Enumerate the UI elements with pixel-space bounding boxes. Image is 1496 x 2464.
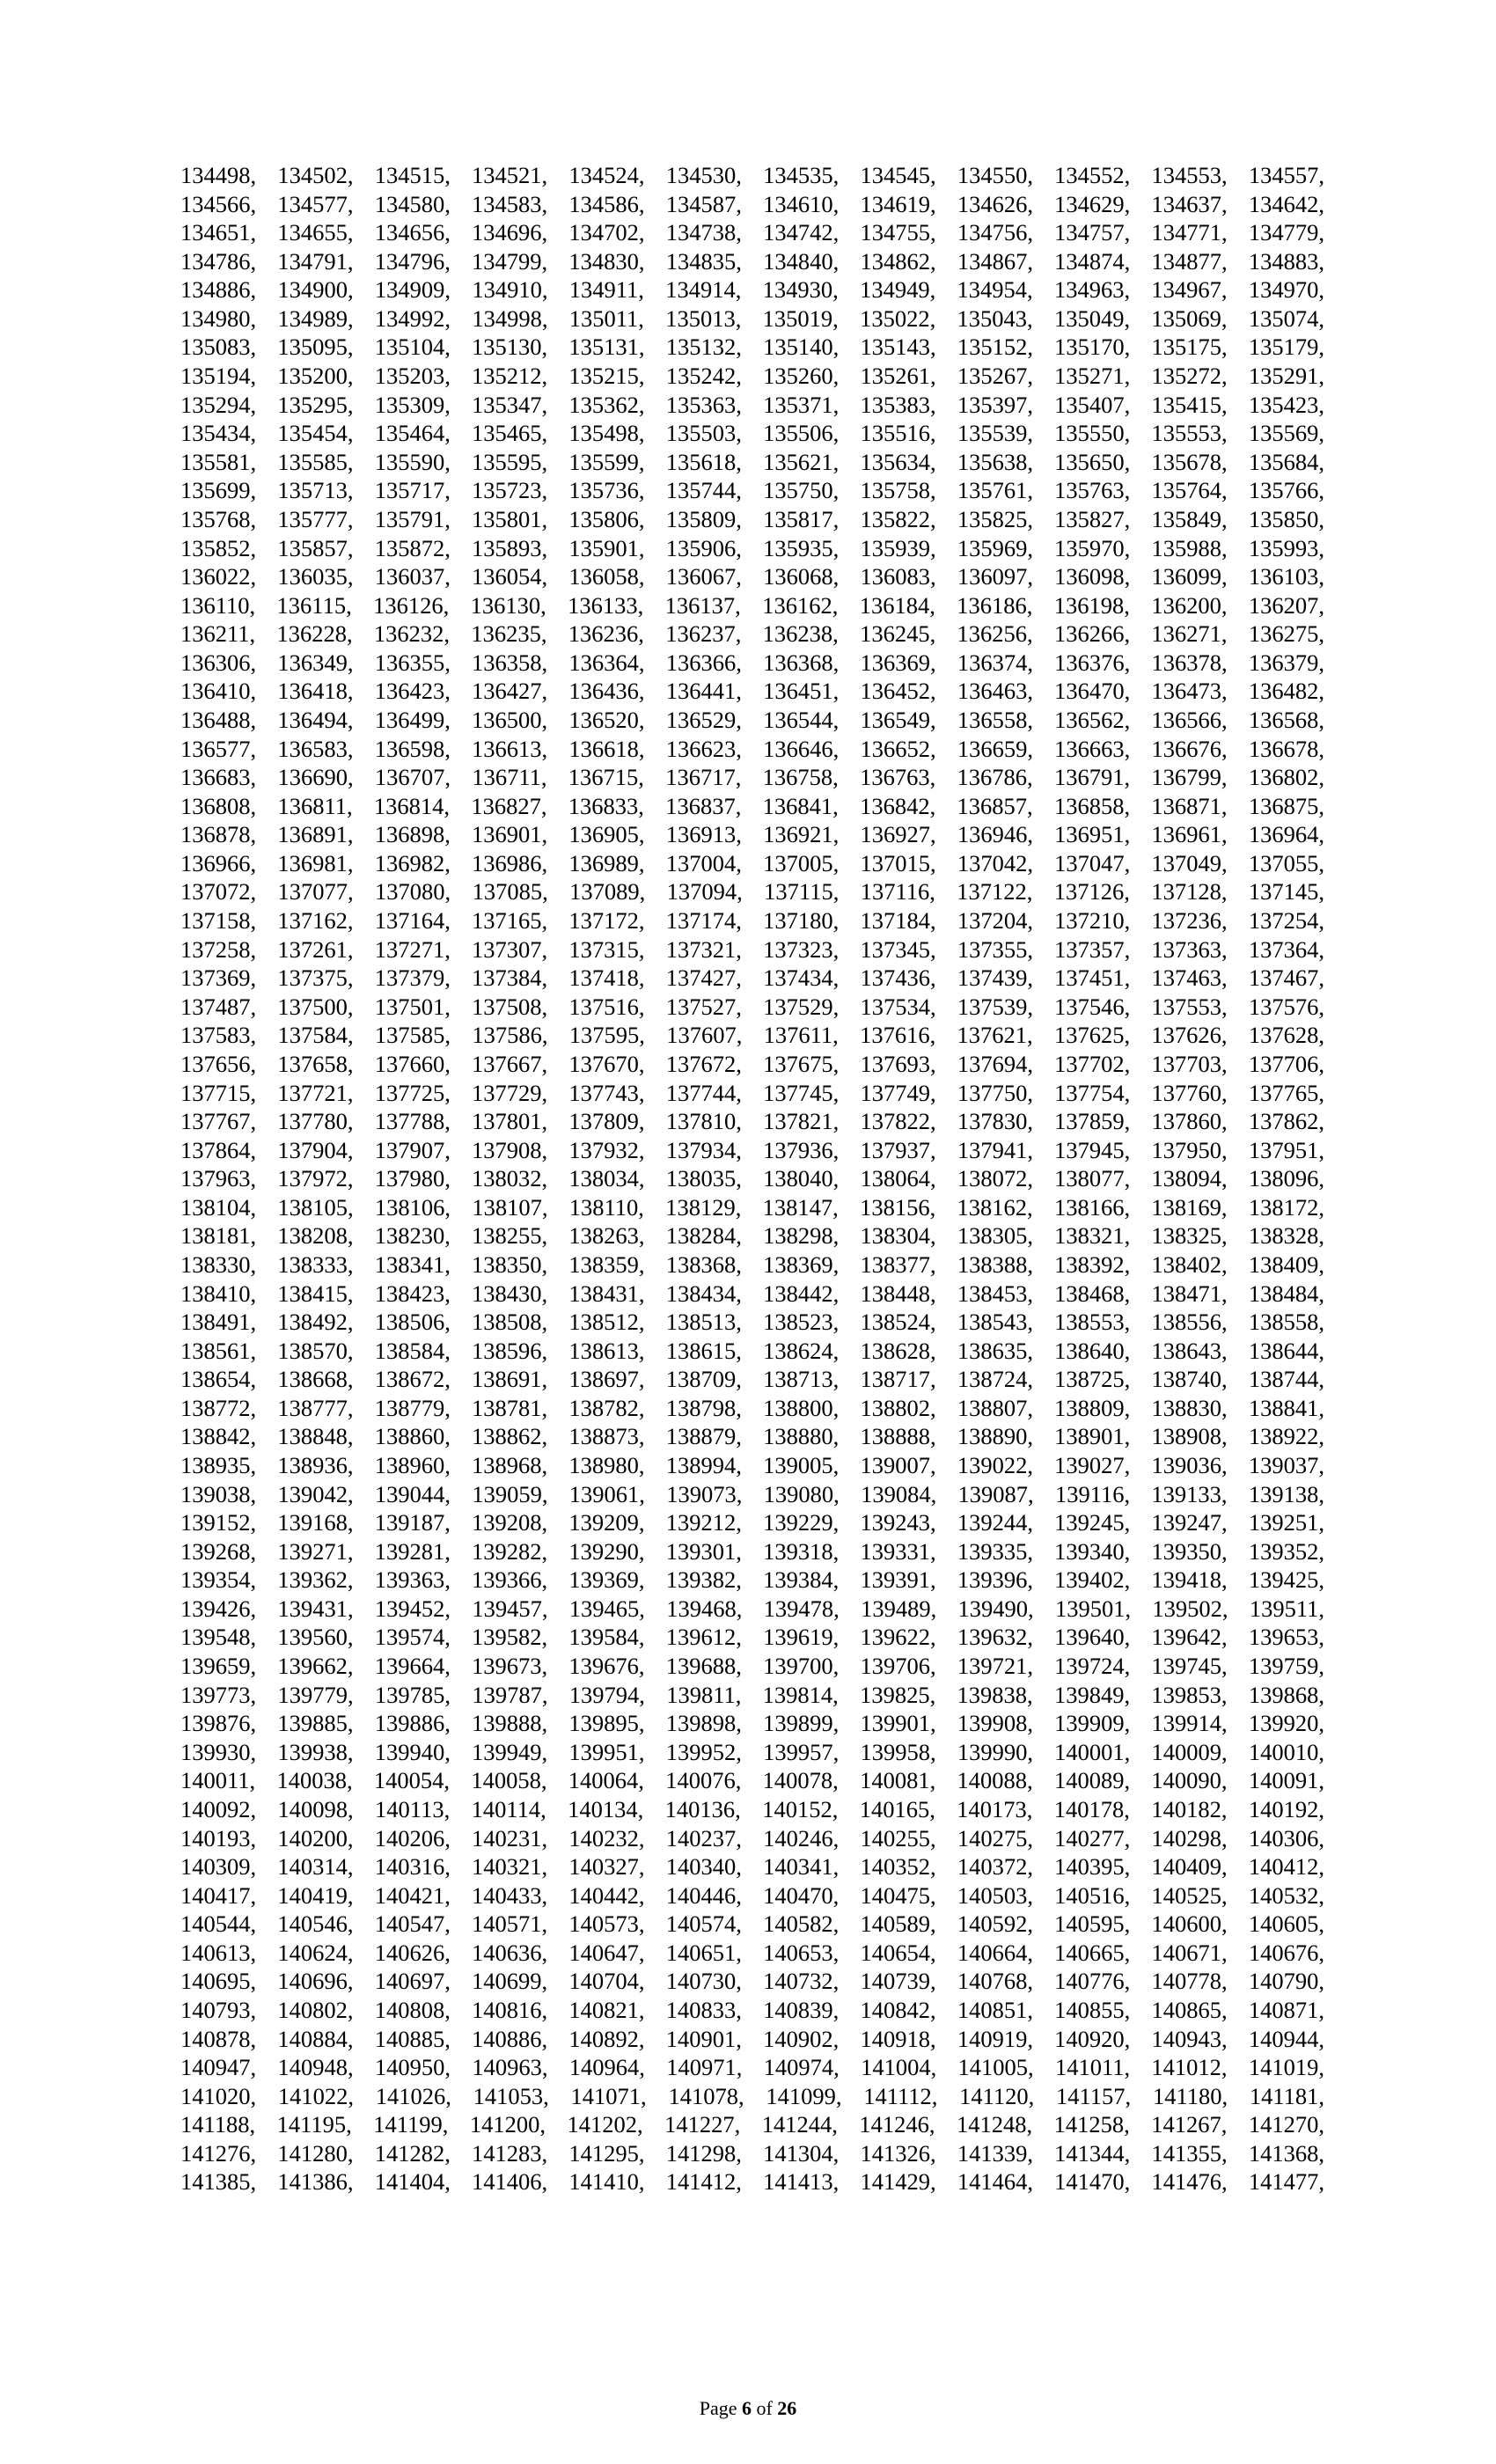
text-line: 137369, 137375, 137379, 137384, 137418, 137427, 137434, 137436, 137439, 137451, 137463, 137467, (180, 964, 1324, 992)
text-line: 141385, 141386, 141404, 141406, 141410, 141412, 141413, 141429, 141464, 141470, 141476, 141477, (180, 2168, 1324, 2196)
text-line: 135699, 135713, 135717, 135723, 135736, 135744, 135750, 135758, 135761, 135763, 135764, 135766, (180, 477, 1324, 504)
text-line: 135294, 135295, 135309, 135347, 135362, 135363, 135371, 135383, 135397, 135407, 135415, 135423, (180, 391, 1324, 418)
text-line: 136488, 136494, 136499, 136500, 136520, 136529, 136544, 136549, 136558, 136562, 136566, 136568, (180, 706, 1324, 733)
text-line: 134651, 134655, 134656, 134696, 134702, 134738, 134742, 134755, 134756, 134757, 134771, 134779, (180, 219, 1324, 246)
text-line: 136878, 136891, 136898, 136901, 136905, 136913, 136921, 136927, 136946, 136951, 136961, 136964, (180, 821, 1324, 848)
text-line: 140793, 140802, 140808, 140816, 140821, 140833, 140839, 140842, 140851, 140855, 140865, 140871, (180, 1997, 1324, 2023)
text-line: 139876, 139885, 139886, 139888, 139895, 139898, 139899, 139901, 139908, 139909, 139914, 139920, (180, 1710, 1324, 1737)
text-line: 138935, 138936, 138960, 138968, 138980, 138994, 139005, 139007, 139022, 139027, 139036, 139037, (180, 1452, 1324, 1479)
text-line: 140309, 140314, 140316, 140321, 140327, 140340, 140341, 140352, 140372, 140395, 140409, 140412, (180, 1853, 1324, 1881)
text-line: 137258, 137261, 137271, 137307, 137315, 137321, 137323, 137345, 137355, 137357, 137363, 137364, (180, 935, 1324, 963)
text-line: 136577, 136583, 136598, 136613, 136618, 136623, 136646, 136652, 136659, 136663, 136676, 136678, (180, 735, 1324, 762)
text-line: 136110, 136115, 136126, 136130, 136133, 136137, 136162, 136184, 136186, 136198, 136200, 136207, (180, 591, 1324, 619)
text-line: 139426, 139431, 139452, 139457, 139465, 139468, 139478, 139489, 139490, 139501, 139502, 139511, (180, 1595, 1324, 1622)
text-line: 138491, 138492, 138506, 138508, 138512, 138513, 138523, 138524, 138543, 138553, 138556, 138558, (180, 1309, 1324, 1336)
total-pages-number: 26 (777, 2397, 797, 2419)
text-line: 135852, 135857, 135872, 135893, 135901, 135906, 135935, 135939, 135969, 135970, 135988, 135993, (180, 534, 1324, 561)
current-page-number: 6 (741, 2397, 752, 2419)
page-footer (0, 2395, 1496, 2422)
text-line: 139354, 139362, 139363, 139366, 139369, 139382, 139384, 139391, 139396, 139402, 139418, 139425, (180, 1566, 1324, 1594)
text-line: 141188, 141195, 141199, 141200, 141202, 141227, 141244, 141246, 141248, 141258, 141267, 141270, (180, 2111, 1324, 2138)
text-line: 141276, 141280, 141282, 141283, 141295, 141298, 141304, 141326, 141339, 141344, 141355, 141368, (180, 2139, 1324, 2167)
text-line: 138104, 138105, 138106, 138107, 138110, 138129, 138147, 138156, 138162, 138166, 138169, 138172, (180, 1193, 1324, 1221)
text-line: 137656, 137658, 137660, 137667, 137670, 137672, 137675, 137693, 137694, 137702, 137703, 137706, (180, 1050, 1324, 1077)
text-line: 134566, 134577, 134580, 134583, 134586, 134587, 134610, 134619, 134626, 134629, 134637, 134642, (180, 190, 1324, 217)
text-line: 138181, 138208, 138230, 138255, 138263, 138284, 138298, 138304, 138305, 138321, 138325, 138328, (180, 1222, 1324, 1250)
text-line: 136683, 136690, 136707, 136711, 136715, 136717, 136758, 136763, 136786, 136791, 136799, 136802, (180, 764, 1324, 791)
text-line: 138410, 138415, 138423, 138430, 138431, 138434, 138442, 138448, 138453, 138468, 138471, 138484, (180, 1280, 1324, 1307)
text-line: 140092, 140098, 140113, 140114, 140134, 140136, 140152, 140165, 140173, 140178, 140182, 140192, (180, 1795, 1324, 1822)
text-line: 140193, 140200, 140206, 140231, 140232, 140237, 140246, 140255, 140275, 140277, 140298, 140306, (180, 1824, 1324, 1852)
text-line: 137864, 137904, 137907, 137908, 137932, 137934, 137936, 137937, 137941, 137945, 137950, 137951, (180, 1136, 1324, 1163)
text-line: 136808, 136811, 136814, 136827, 136833, 136837, 136841, 136842, 136857, 136858, 136871, 136875, (180, 792, 1324, 819)
text-line: 134498, 134502, 134515, 134521, 134524, 134530, 134535, 134545, 134550, 134552, 134553, 134557, (180, 162, 1324, 188)
text-line: 136022, 136035, 136037, 136054, 136058, 136067, 136068, 136083, 136097, 136098, 136099, 136103, (180, 563, 1324, 590)
number-list (180, 161, 1324, 2196)
text-line: 134786, 134791, 134796, 134799, 134830, 134835, 134840, 134862, 134867, 134874, 134877, 134883, (180, 247, 1324, 275)
text-line: 135768, 135777, 135791, 135801, 135806, 135809, 135817, 135822, 135825, 135827, 135849, 135850, (180, 505, 1324, 532)
text-line: 137715, 137721, 137725, 137729, 137743, 137744, 137745, 137749, 137750, 137754, 137760, 137765, (180, 1079, 1324, 1106)
text-line: 140613, 140624, 140626, 140636, 140647, 140651, 140653, 140654, 140664, 140665, 140671, 140676, (180, 1939, 1324, 1966)
text-line: 137072, 137077, 137080, 137085, 137089, 137094, 137115, 137116, 137122, 137126, 137128, 137145, (180, 878, 1324, 906)
text-line: 135581, 135585, 135590, 135595, 135599, 135618, 135621, 135634, 135638, 135650, 135678, 135684, (180, 448, 1324, 475)
text-line: 139152, 139168, 139187, 139208, 139209, 139212, 139229, 139243, 139244, 139245, 139247, 139251, (180, 1509, 1324, 1536)
text-line: 139268, 139271, 139281, 139282, 139290, 139301, 139318, 139331, 139335, 139340, 139350, 139352, (180, 1537, 1324, 1565)
text-line: 140947, 140948, 140950, 140963, 140964, 140971, 140974, 141004, 141005, 141011, 141012, 141019, (180, 2054, 1324, 2081)
text-line: 135194, 135200, 135203, 135212, 135215, 135242, 135260, 135261, 135267, 135271, 135272, 135291, (180, 363, 1324, 390)
text-line: 138772, 138777, 138779, 138781, 138782, 138798, 138800, 138802, 138807, 138809, 138830, 138841, (180, 1394, 1324, 1421)
text-line: 140878, 140884, 140885, 140886, 140892, 140901, 140902, 140918, 140919, 140920, 140943, 140944, (180, 2025, 1324, 2052)
text-line: 136410, 136418, 136423, 136427, 136436, 136441, 136451, 136452, 136463, 136470, 136473, 136482, (180, 678, 1324, 705)
text-line: 138842, 138848, 138860, 138862, 138873, 138879, 138880, 138888, 138890, 138901, 138908, 138922, (180, 1423, 1324, 1450)
page-label: Page (699, 2397, 737, 2419)
text-line: 134886, 134900, 134909, 134910, 134911, 134914, 134930, 134949, 134954, 134963, 134967, 134970, (180, 276, 1324, 304)
text-line: 139038, 139042, 139044, 139059, 139061, 139073, 139080, 139084, 139087, 139116, 139133, 139138, (180, 1480, 1324, 1507)
text-line: 136306, 136349, 136355, 136358, 136364, 136366, 136368, 136369, 136374, 136376, 136378, 136379, (180, 649, 1324, 676)
text-line: 140544, 140546, 140547, 140571, 140573, 140574, 140582, 140589, 140592, 140595, 140600, 140605, (180, 1910, 1324, 1938)
text-line: 140011, 140038, 140054, 140058, 140064, 140076, 140078, 140081, 140088, 140089, 140090, 140091, (180, 1767, 1324, 1794)
text-line: 138330, 138333, 138341, 138350, 138359, 138368, 138369, 138377, 138388, 138392, 138402, 138409, (180, 1250, 1324, 1278)
text-line: 137583, 137584, 137585, 137586, 137595, 137607, 137611, 137616, 137621, 137625, 137626, 137628, (180, 1022, 1324, 1049)
text-line: 136211, 136228, 136232, 136235, 136236, 136237, 136238, 136245, 136256, 136266, 136271, 136275, (180, 620, 1324, 648)
text-line: 137767, 137780, 137788, 137801, 137809, 137810, 137821, 137822, 137830, 137859, 137860, 137862, (180, 1108, 1324, 1135)
text-line: 136966, 136981, 136982, 136986, 136989, 137004, 137005, 137015, 137042, 137047, 137049, 137055, (180, 849, 1324, 876)
text-line: 139659, 139662, 139664, 139673, 139676, 139688, 139700, 139706, 139721, 139724, 139745, 139759, (180, 1653, 1324, 1680)
text-line: 135083, 135095, 135104, 135130, 135131, 135132, 135140, 135143, 135152, 135170, 135175, 135179, (180, 334, 1324, 361)
text-line: 140695, 140696, 140697, 140699, 140704, 140730, 140732, 140739, 140768, 140776, 140778, 140790, (180, 1968, 1324, 1995)
of-label: of (756, 2397, 773, 2419)
text-line: 135434, 135454, 135464, 135465, 135498, 135503, 135506, 135516, 135539, 135550, 135553, 135569, (180, 420, 1324, 447)
text-line: 139773, 139779, 139785, 139787, 139794, 139811, 139814, 139825, 139838, 139849, 139853, 139868, (180, 1681, 1324, 1708)
text-line: 141020, 141022, 141026, 141053, 141071, 141078, 141099, 141112, 141120, 141157, 141180, 141181, (180, 2082, 1324, 2109)
text-line: 137963, 137972, 137980, 138032, 138034, 138035, 138040, 138064, 138072, 138077, 138094, 138096, (180, 1165, 1324, 1192)
text-line: 140417, 140419, 140421, 140433, 140442, 140446, 140470, 140475, 140503, 140516, 140525, 140532, (180, 1881, 1324, 1909)
text-line: 134980, 134989, 134992, 134998, 135011, 135013, 135019, 135022, 135043, 135049, 135069, 135074, (180, 304, 1324, 332)
text-line: 139930, 139938, 139940, 139949, 139951, 139952, 139957, 139958, 139990, 140001, 140009, 140010, (180, 1738, 1324, 1765)
text-line: 137158, 137162, 137164, 137165, 137172, 137174, 137180, 137184, 137204, 137210, 137236, 137254, (180, 907, 1324, 935)
text-line: 137487, 137500, 137501, 137508, 137516, 137527, 137529, 137534, 137539, 137546, 137553, 137576, (180, 993, 1324, 1020)
text-line: 139548, 139560, 139574, 139582, 139584, 139612, 139619, 139622, 139632, 139640, 139642, 139653, (180, 1624, 1324, 1651)
text-line: 138654, 138668, 138672, 138691, 138697, 138709, 138713, 138717, 138724, 138725, 138740, 138744, (180, 1366, 1324, 1393)
text-line: 138561, 138570, 138584, 138596, 138613, 138615, 138624, 138628, 138635, 138640, 138643, 138644, (180, 1337, 1324, 1364)
